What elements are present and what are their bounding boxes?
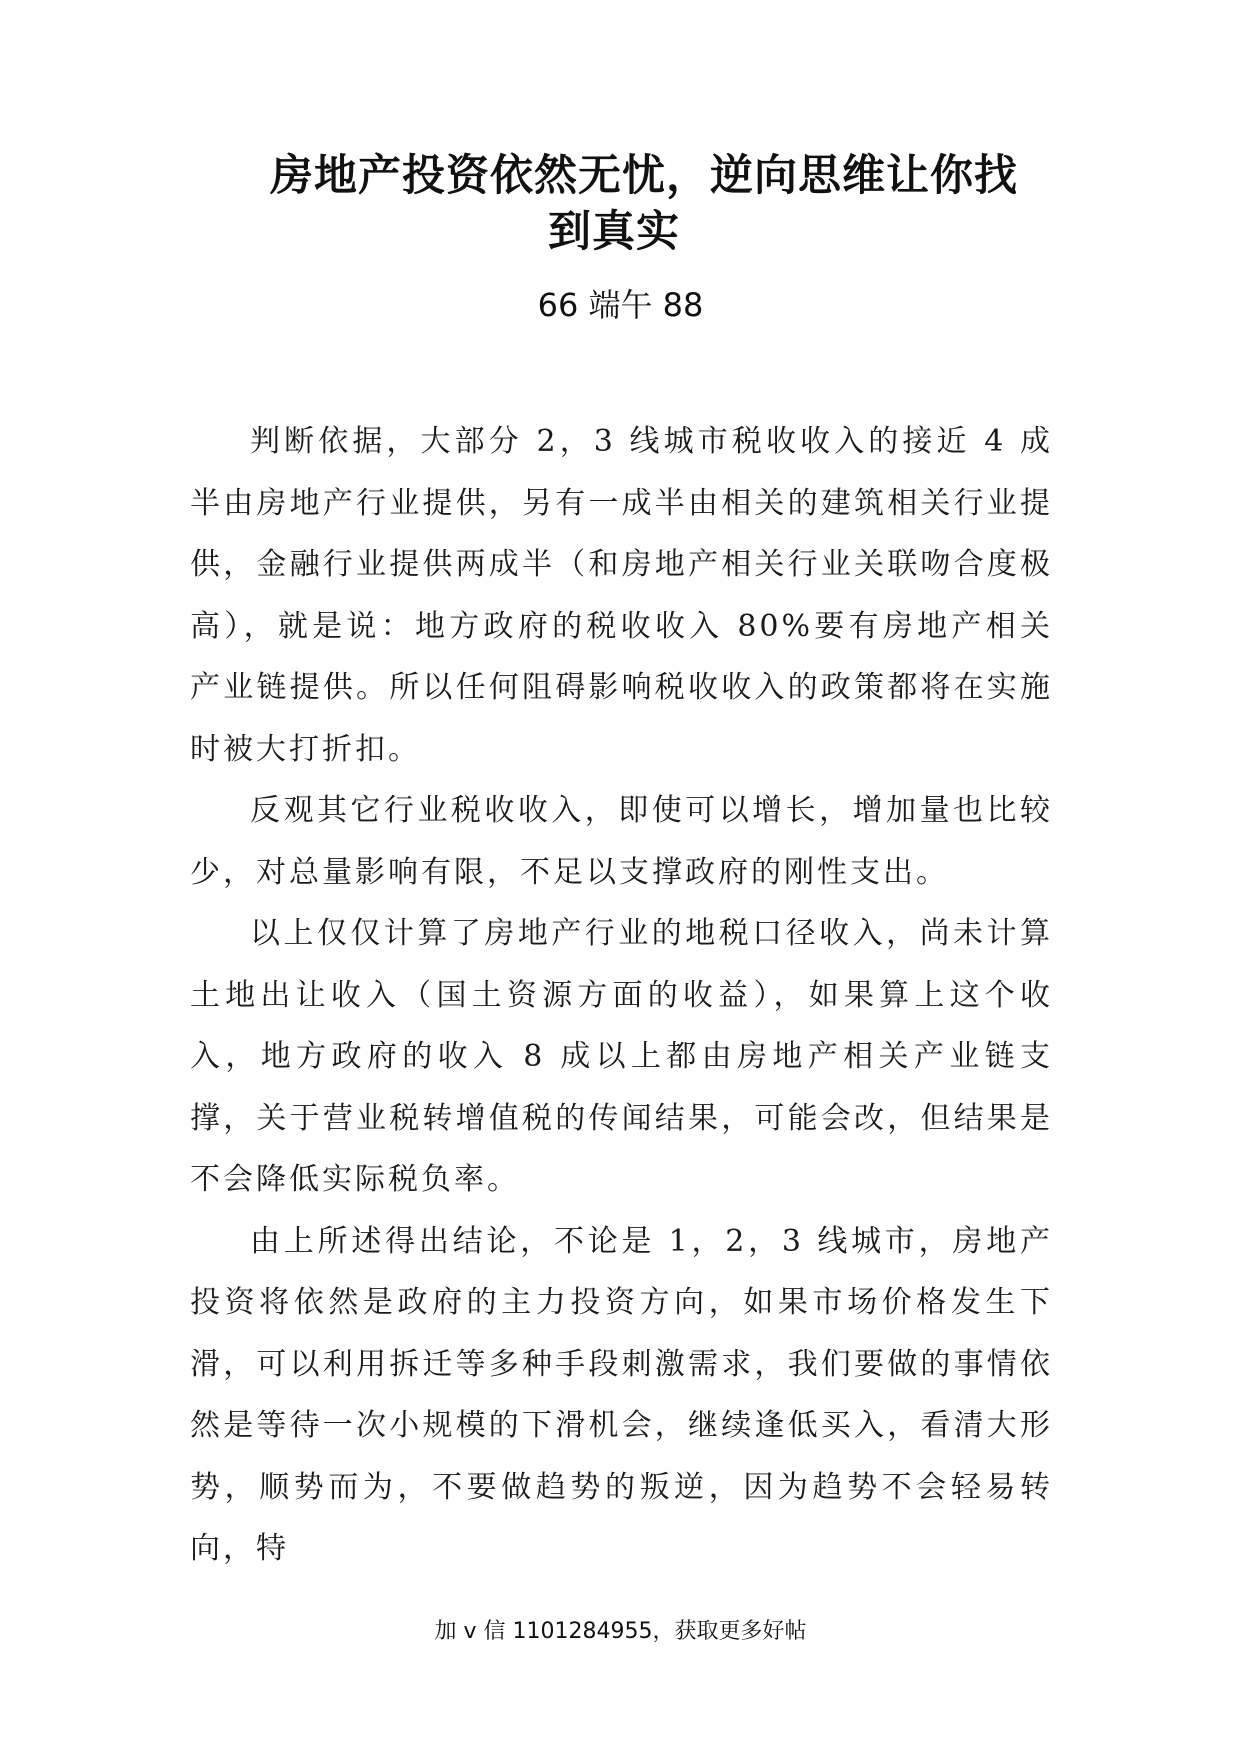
document-title	[270, 148, 1060, 260]
author-byline: 66 端午 88	[537, 286, 704, 324]
paragraph: 以上仅仅计算了房地产行业的地税口径收入，尚未计算土地出让收入（国土资源方面的收益），如果算上这个收入，地方政府的收入 8 成以上都由房地产相关产业链支撑，关于营业税转增值税的传闻结果，可能会改，但结果是不会降低实际税负率。	[190, 916, 1053, 1197]
paragraph: 由上所述得出结论，不论是 1，2，3 线城市，房地产投资将依然是政府的主力投资方向，如果市场价格发生下滑，可以利用拆迁等多种手段刺激需求，我们要做的事情依然是等待一次小规模的下滑机会，继续逢低买入，看清大形势，顺势而为，不要做趋势的叛逆，因为趋势不会轻易转向，特	[190, 1223, 1053, 1566]
page-footer: 加 v 信 1101284955，获取更多好帖	[434, 1619, 807, 1644]
title-line-2: 到真实	[548, 207, 680, 257]
title-line-1: 房地产投资依然无忧，逆向思维让你找	[270, 151, 1018, 201]
paragraph: 判断依据，大部分 2，3 线城市税收收入的接近 4 成半由房地产行业提供，另有一成半由相关的建筑相关行业提供，金融行业提供两成半（和房地产相关行业关联吻合度极高），就是说：地方政府的税收收入 80%要有房地产相关产业链提供。所以任何阻碍影响税收收入的政策都将在实施时被大打折扣。	[190, 424, 1053, 767]
article-body	[190, 411, 1053, 1580]
paragraph: 反观其它行业税收收入，即使可以增长，增加量也比较少，对总量影响有限，不足以支撑政府的刚性支出。	[190, 793, 1053, 890]
